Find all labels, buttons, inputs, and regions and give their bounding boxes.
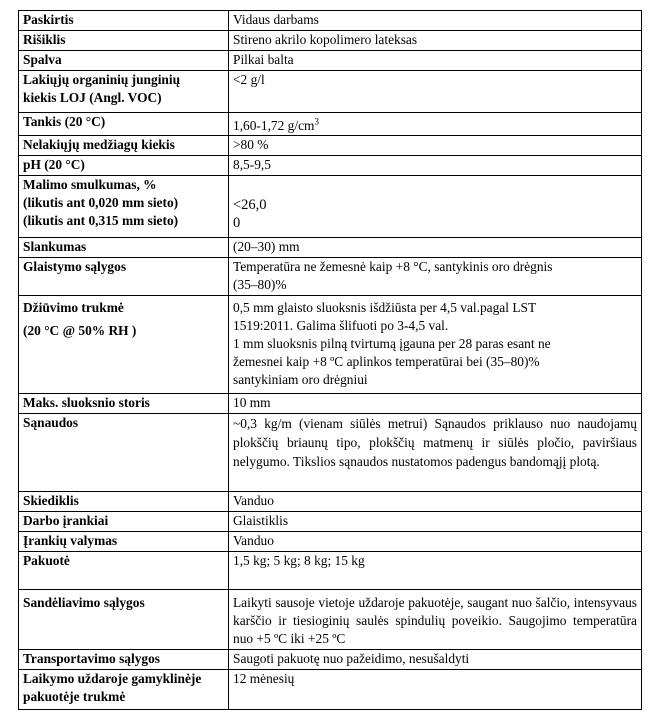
row-value: 8,5-9,5 (229, 156, 642, 176)
table-row (19, 296, 642, 394)
row-value: ~0,3 kg/m (vienam siūlės metrui) Sąnaudos priklauso nuo naudojamų plokščių briaunų tipo, plokščių matmenų ir siūlės pločio, paviršiaus nelygumo. Tikslios sąnaudos nustatomos padengus bandomąjį plotą. (229, 414, 642, 492)
table-row (19, 590, 642, 650)
table-row (19, 136, 642, 156)
row-label: Pakuotė (19, 552, 229, 590)
row-value: Glaistiklis (229, 512, 642, 532)
row-label: Įrankių valymas (19, 532, 229, 552)
row-value: Vanduo (229, 492, 642, 512)
table-row (19, 51, 642, 71)
row-label: Paskirtis (19, 11, 229, 31)
table-row (19, 650, 642, 670)
table-row (19, 11, 642, 31)
table-row (19, 414, 642, 492)
row-label: Sandėliavimo sąlygos (19, 590, 229, 650)
row-label: Skiediklis (19, 492, 229, 512)
row-value-line: 0 (233, 215, 241, 231)
row-label (19, 296, 229, 394)
row-value: Pilkai balta (229, 51, 642, 71)
row-value-line: 0,5 mm glaisto sluoksnis išdžiūsta per 4,5 val.pagal LST (233, 300, 537, 315)
row-value-line: Temperatūra ne žemesnė kaip +8 °C, santykinis oro drėgnis (233, 259, 553, 274)
table-row (19, 670, 642, 710)
row-value-line: <26,0 (233, 197, 267, 213)
table-row (19, 31, 642, 51)
row-value (229, 113, 642, 136)
row-value: Vanduo (229, 532, 642, 552)
row-label: Spalva (19, 51, 229, 71)
row-value-line: (35–80)% (233, 277, 287, 292)
table-row (19, 156, 642, 176)
row-label-line: Džiūvimo trukmė (23, 300, 124, 315)
row-value (229, 258, 642, 296)
row-label: Sąnaudos (19, 414, 229, 492)
row-label: Rišiklis (19, 31, 229, 51)
density-value: 1,60-1,72 g/cm (233, 118, 315, 133)
row-value-line: 1 mm sluoksnis pilną tvirtumą įgauna per 28 paras esant ne (233, 336, 551, 351)
row-value-line: žemesnei kaip +8 ºC aplinkos temperatūrai bei (35–80)% (233, 354, 540, 369)
row-value: 1,5 kg; 5 kg; 8 kg; 15 kg (229, 552, 642, 590)
row-label: Nelakiųjų medžiagų kiekis (19, 136, 229, 156)
density-unit-exponent: 3 (314, 116, 319, 127)
row-value: Vidaus darbams (229, 11, 642, 31)
table-row (19, 512, 642, 532)
row-value: Stireno akrilo kopolimero lateksas (229, 31, 642, 51)
row-value (229, 176, 642, 238)
row-label: Tankis (20 °C) (19, 113, 229, 136)
row-label: Transportavimo sąlygos (19, 650, 229, 670)
row-label: pH (20 °C) (19, 156, 229, 176)
row-value (229, 296, 642, 394)
table-row (19, 113, 642, 136)
table-row (19, 238, 642, 258)
row-label (19, 71, 229, 113)
row-label-line: Lakiųjų organinių junginių (23, 72, 181, 87)
row-value: 12 mėnesių (229, 670, 642, 710)
row-value-line: 1519:2011. Galima šlifuoti po 3-4,5 val. (233, 318, 449, 333)
row-label: Maks. sluoksnio storis (19, 394, 229, 414)
row-value: 10 mm (229, 394, 642, 414)
row-value: >80 % (229, 136, 642, 156)
table-row (19, 492, 642, 512)
row-label: Glaistymo sąlygos (19, 258, 229, 296)
product-spec-table (18, 10, 642, 710)
row-value: Laikyti sausoje vietoje uždaroje pakuotėje, saugant nuo šalčio, intensyvaus karščio ir tiesioginių saulės spindulių poveikio. Saugojimo temperatūra nuo +5 ºC iki +25 ºC (229, 590, 642, 650)
table-row (19, 552, 642, 590)
row-label-line: pakuotėje trukmė (23, 689, 126, 704)
row-label: Slankumas (19, 238, 229, 258)
row-value-line: santykiniam oro drėgniui (233, 372, 368, 387)
row-label: Darbo įrankiai (19, 512, 229, 532)
row-value: Saugoti pakuotę nuo pažeidimo, nesušaldyti (229, 650, 642, 670)
table-row (19, 176, 642, 238)
row-label-line: (20 °C @ 50% RH ) (23, 323, 137, 338)
table-row (19, 258, 642, 296)
row-label (19, 670, 229, 710)
table-row (19, 394, 642, 414)
row-label-line: (likutis ant 0,315 mm sieto) (23, 213, 179, 228)
table-row (19, 71, 642, 113)
row-label-line: Laikymo uždaroje gamyklinėje (23, 671, 202, 686)
row-label-line: Malimo smulkumas, % (23, 177, 157, 192)
row-value: (20–30) mm (229, 238, 642, 258)
table-row (19, 532, 642, 552)
row-value: <2 g/l (229, 71, 642, 113)
row-label-line: (likutis ant 0,020 mm sieto) (23, 195, 179, 210)
row-label (19, 176, 229, 238)
row-label-line: kiekis LOJ (Angl. VOC) (23, 90, 162, 105)
